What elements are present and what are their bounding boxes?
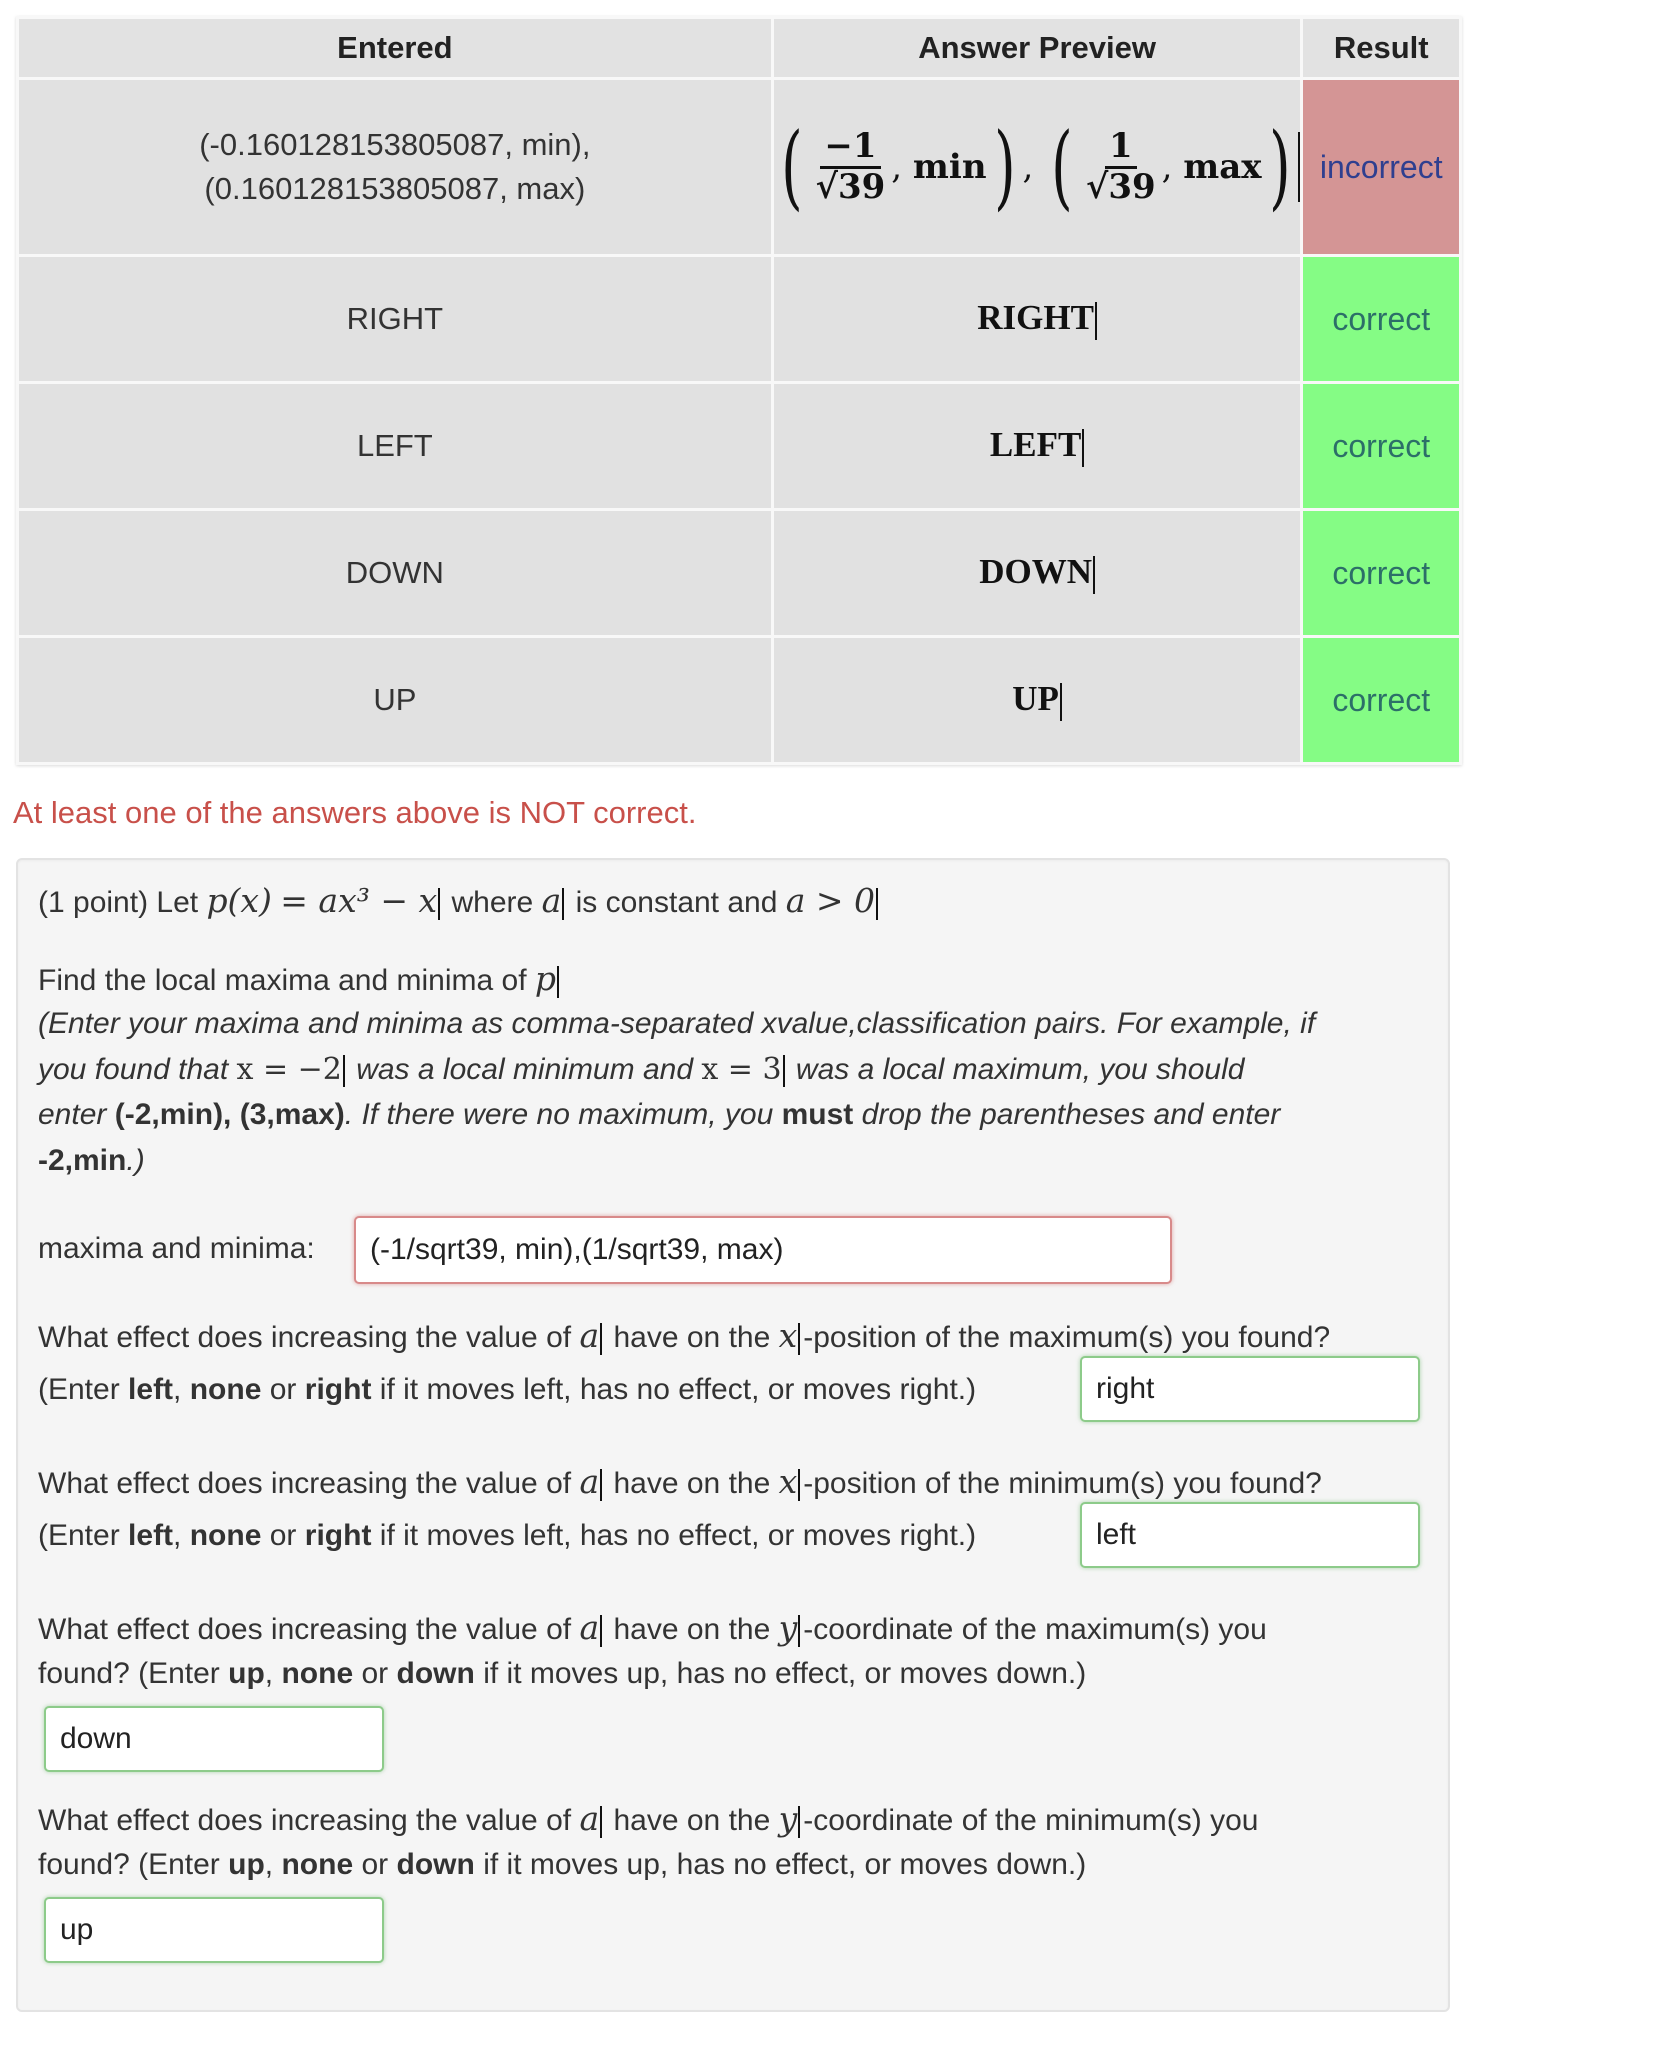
result-badge: correct (1302, 383, 1461, 510)
entered-cell (18, 79, 773, 256)
hint-text: , (173, 1519, 182, 1552)
hint-left: left (128, 1519, 174, 1552)
problem-intro (38, 878, 881, 926)
entered-cell: RIGHT (18, 256, 773, 383)
intro-function: p(x) (206, 881, 272, 920)
instruction-line-4 (38, 1138, 145, 1184)
q-var-a: a (579, 1608, 600, 1647)
maxmin-label: maxima and minima: (38, 1232, 315, 1265)
q-var-x: x (778, 1462, 798, 1501)
result-badge: correct (1302, 637, 1461, 764)
hint-right: right (304, 1373, 372, 1406)
question-4-text (38, 1796, 1258, 1844)
instr-math-1: x = −2 (236, 1052, 342, 1087)
q-text: What effect does increasing the value of (38, 1321, 572, 1354)
intro-equation: = ax³ − x (280, 881, 438, 920)
intro-prefix: (1 point) Let (38, 886, 199, 919)
hint-up: up (228, 1657, 265, 1690)
table-row (18, 79, 1461, 256)
instruction-line-2 (38, 1047, 1244, 1093)
instr-text: drop the parentheses and enter (861, 1098, 1281, 1131)
preview-text: DOWN (979, 552, 1092, 592)
preview-word-min: min (912, 147, 987, 187)
instr-text: .) (126, 1144, 145, 1177)
q-text: What effect does increasing the value of (38, 1804, 572, 1837)
hint-down: down (396, 1657, 475, 1690)
hint-text: , (173, 1373, 182, 1406)
preview-cell (772, 256, 1302, 383)
q-text: What effect does increasing the value of (38, 1467, 572, 1500)
text-cursor (1082, 429, 1084, 467)
text-cursor (1298, 132, 1300, 202)
q-text: have on the (613, 1804, 771, 1837)
q-text: have on the (613, 1467, 771, 1500)
intro-var-a: a (541, 881, 562, 920)
hint-text: or (269, 1373, 297, 1406)
instr-example: (-2,min), (3,max) (114, 1098, 345, 1131)
question-2-input[interactable]: left (1080, 1502, 1420, 1568)
q-var-y: y (778, 1799, 798, 1838)
hint-text: or (361, 1657, 389, 1690)
hint-text: found? (Enter (38, 1848, 220, 1881)
question-2-text (38, 1459, 1322, 1507)
hint-text: if it moves up, has no effect, or moves down.) (483, 1657, 1087, 1690)
instr-text: enter (38, 1098, 107, 1131)
text-cursor (1093, 556, 1095, 594)
table-row (18, 510, 1461, 637)
preview-denominator-1: √39 (815, 166, 886, 207)
results-header-row (18, 18, 1461, 79)
hint-text: , (264, 1657, 274, 1690)
preview-cell (772, 637, 1302, 764)
preview-math: ( $\frac{-1}{√39}$ , min ) , ( $\frac{1}{√39}$ , max ) (774, 121, 1301, 213)
table-row (18, 256, 1461, 383)
result-badge: incorrect (1302, 79, 1461, 256)
preview-word-max: max (1183, 147, 1262, 187)
question-1-input[interactable]: right (1080, 1356, 1420, 1422)
hint-text: or (269, 1519, 297, 1552)
find-text: Find the local maxima and minima of (38, 964, 527, 997)
instr-text: you found that (38, 1053, 229, 1086)
q-text: -coordinate of the maximum(s) you (803, 1613, 1267, 1646)
hint-text: if it moves up, has no effect, or moves down.) (483, 1848, 1087, 1881)
preview-cell (772, 79, 1302, 256)
result-badge: correct (1302, 510, 1461, 637)
question-1-hint (38, 1367, 976, 1413)
table-row (18, 383, 1461, 510)
hint-none: none (189, 1373, 262, 1406)
hint-text: if it moves left, has no effect, or moves right.) (379, 1373, 977, 1406)
text-cursor (1095, 302, 1097, 340)
hint-text: , (264, 1848, 274, 1881)
question-4-input[interactable]: up (44, 1897, 384, 1963)
question-2-hint (38, 1513, 976, 1559)
q-var-a: a (579, 1799, 600, 1838)
q-text: -coordinate of the minimum(s) you (803, 1804, 1259, 1837)
instr-text: . If there were no maximum, you (344, 1098, 774, 1131)
instr-math-2: x = 3 (701, 1052, 782, 1087)
q-var-x: x (778, 1316, 798, 1355)
q-var-y: y (778, 1608, 798, 1647)
header-answer-preview: Answer Preview (772, 18, 1302, 79)
q-text: have on the (613, 1321, 771, 1354)
preview-cell (772, 383, 1302, 510)
header-result: Result (1302, 18, 1461, 79)
question-1-text (38, 1313, 1330, 1361)
preview-numerator-2: 1 (1105, 128, 1137, 168)
preview-numerator-1: −1 (820, 128, 880, 168)
hint-right: right (304, 1519, 372, 1552)
instruction-line-3 (38, 1092, 1280, 1138)
find-line (38, 956, 562, 1004)
preview-fraction-1 (816, 128, 886, 206)
header-entered: Entered (18, 18, 773, 79)
hint-text: if it moves left, has no effect, or moves right.) (379, 1519, 977, 1552)
question-3-input[interactable]: down (44, 1706, 384, 1772)
q-var-a: a (579, 1462, 600, 1501)
entered-line-1: (-0.160128153805087, min), (199, 127, 591, 162)
entered-cell: LEFT (18, 383, 773, 510)
q-text: -position of the minimum(s) you found? (803, 1467, 1322, 1500)
maxmin-input[interactable]: (-1/sqrt39, min),(1/sqrt39, max) (354, 1216, 1172, 1284)
find-var: p (534, 959, 557, 998)
result-badge: correct (1302, 256, 1461, 383)
entered-line-2: (0.160128153805087, max) (204, 171, 586, 206)
intro-condition: a > 0 (785, 881, 876, 920)
instr-text: was a local maximum, you should (795, 1053, 1245, 1086)
hint-text: (Enter (38, 1519, 120, 1552)
preview-text: LEFT (989, 425, 1082, 465)
entered-cell: DOWN (18, 510, 773, 637)
q-text: have on the (613, 1613, 771, 1646)
intro-constant-text: is constant and (575, 886, 778, 919)
preview-cell (772, 510, 1302, 637)
hint-none: none (281, 1657, 354, 1690)
table-row (18, 637, 1461, 764)
preview-denominator-2: √39 (1085, 166, 1156, 207)
hint-text: (Enter (38, 1373, 120, 1406)
text-cursor (1060, 683, 1062, 721)
preview-fraction-2 (1086, 128, 1156, 206)
instruction-line-1: (Enter your maxima and minima as comma-separated xvalue,classification pairs. For example, if (38, 1007, 1316, 1040)
preview-text: UP (1012, 679, 1059, 719)
hint-none: none (281, 1848, 354, 1881)
preview-text: RIGHT (977, 298, 1094, 338)
entered-cell: UP (18, 637, 773, 764)
instr-example: -2,min (38, 1144, 127, 1177)
question-3-hint (38, 1651, 1086, 1697)
warning-message: At least one of the answers above is NOT correct. (13, 795, 697, 830)
problem-box (16, 858, 1450, 2012)
question-4-hint (38, 1842, 1086, 1888)
hint-text: or (361, 1848, 389, 1881)
q-text: -position of the maximum(s) you found? (803, 1321, 1331, 1354)
question-3-text (38, 1605, 1267, 1653)
hint-text: found? (Enter (38, 1657, 220, 1690)
results-table (16, 16, 1462, 765)
hint-left: left (128, 1373, 174, 1406)
instr-emphasis: must (781, 1098, 854, 1131)
hint-up: up (228, 1848, 265, 1881)
hint-none: none (189, 1519, 262, 1552)
q-text: What effect does increasing the value of (38, 1613, 572, 1646)
hint-down: down (396, 1848, 475, 1881)
intro-where: where (451, 886, 534, 919)
q-var-a: a (579, 1316, 600, 1355)
instr-text: was a local minimum and (356, 1053, 693, 1086)
